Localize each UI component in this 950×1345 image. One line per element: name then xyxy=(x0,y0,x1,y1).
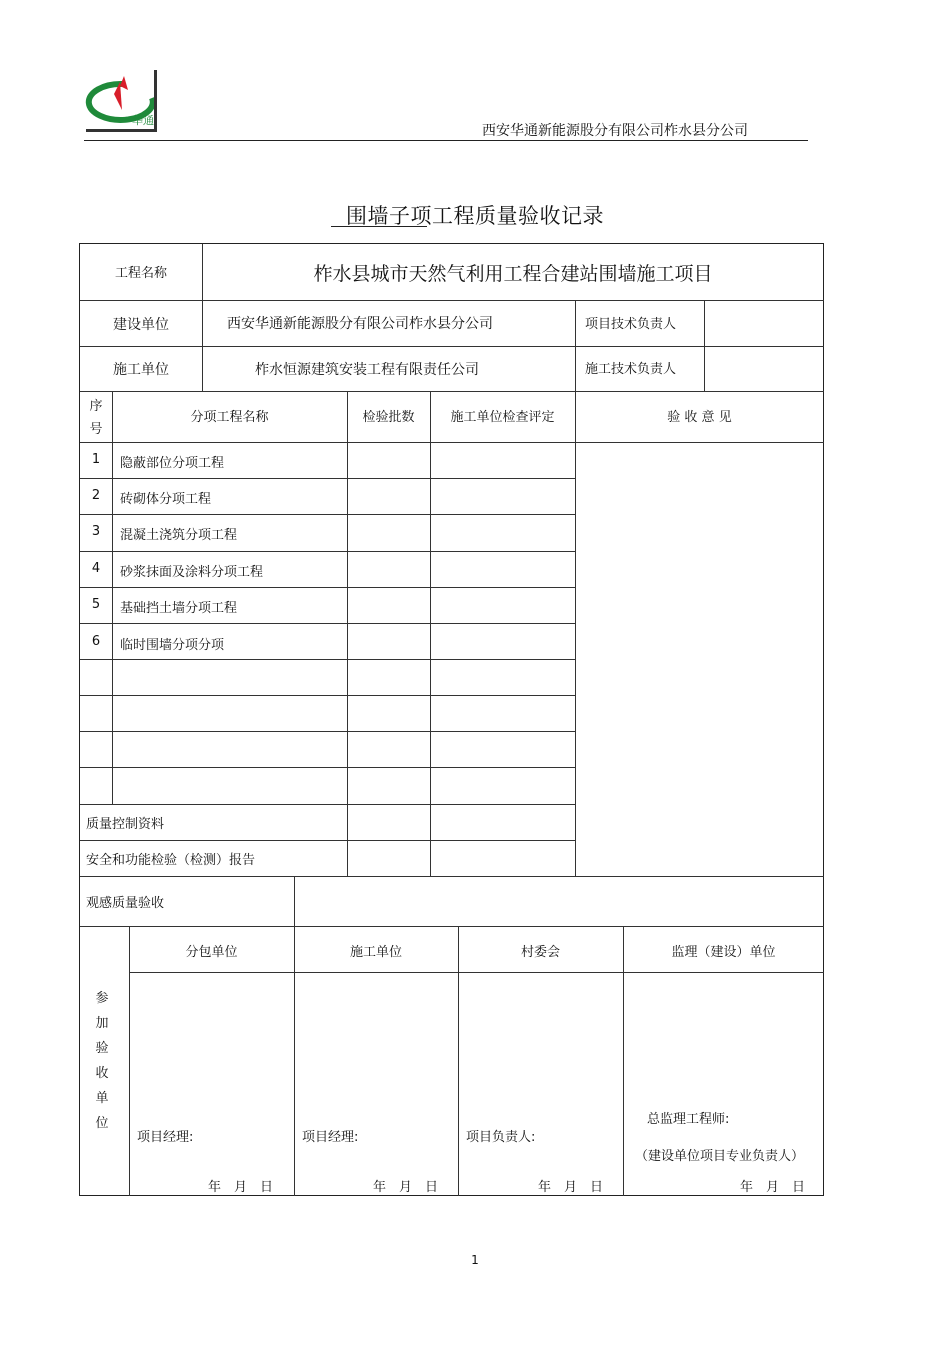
grid-line xyxy=(80,300,824,301)
grid-line xyxy=(129,972,824,973)
grid-line xyxy=(129,926,130,1196)
grid-line xyxy=(80,926,824,927)
row-number: 1 xyxy=(91,452,101,467)
village-signer: 项目负责人: xyxy=(466,1130,536,1145)
contractor-tech-label: 施工技术负责人 xyxy=(585,362,677,377)
grid-line xyxy=(80,804,575,805)
row-number: 3 xyxy=(91,524,101,539)
grid-line xyxy=(80,391,824,392)
grid-line xyxy=(458,926,459,1196)
contractor-label: 施工单位 xyxy=(113,362,169,378)
grid-line xyxy=(112,391,113,804)
grid-line xyxy=(80,478,575,479)
title-underline xyxy=(331,226,427,227)
grid-line xyxy=(80,695,575,696)
village-committee-header: 村委会 xyxy=(520,945,560,960)
appearance-label: 观感质量验收 xyxy=(86,896,165,911)
row-item-name: 基础挡土墙分项工程 xyxy=(120,601,238,616)
grid-line xyxy=(575,391,576,876)
subcontractor-signer: 项目经理: xyxy=(137,1130,194,1145)
document-title: 围墙子项工程质量验收记录 xyxy=(346,204,604,228)
row-item-name: 混凝土浇筑分项工程 xyxy=(120,528,238,543)
company-logo xyxy=(84,68,160,134)
grid-line xyxy=(575,300,576,391)
quality-data-label: 质量控制资料 xyxy=(86,817,165,832)
seq-header-line1: 序 xyxy=(89,399,103,414)
item-name-header: 分项工程名称 xyxy=(190,410,269,425)
row-item-name: 砂浆抹面及涂料分项工程 xyxy=(120,565,264,580)
builder-value: 西安华通新能源股分有限公司柞水县分公司 xyxy=(227,316,493,332)
participants-label-char: 加 xyxy=(95,1016,109,1031)
grid-line xyxy=(80,659,575,660)
header-divider xyxy=(84,140,808,141)
row-item-name: 砖砌体分项工程 xyxy=(120,492,212,507)
contractor-value: 柞水恒源建筑安装工程有限责任公司 xyxy=(255,362,479,378)
participants-label-char: 参 xyxy=(95,991,109,1006)
village-date: 年 月 日 xyxy=(538,1180,604,1195)
batches-header: 检验批数 xyxy=(362,410,415,425)
participants-label-char: 单 xyxy=(95,1091,109,1106)
participants-label-char: 验 xyxy=(95,1041,109,1056)
supervisor-note: （建设单位项目专业负责人） xyxy=(635,1149,805,1164)
safety-report-label: 安全和功能检验（检测）报告 xyxy=(86,853,256,868)
subcontractor-header: 分包单位 xyxy=(185,945,238,960)
page-number: 1 xyxy=(471,1253,479,1267)
participants-label-char: 收 xyxy=(95,1066,109,1081)
row-item-name: 临时围墙分项分项 xyxy=(120,638,225,653)
grid-line xyxy=(430,391,431,876)
supervisor-header: 监理（建设）单位 xyxy=(671,945,776,960)
chief-supervisor-signer: 总监理工程师: xyxy=(647,1112,730,1127)
row-number: 6 xyxy=(91,634,101,649)
grid-line xyxy=(80,767,575,768)
contractor-signer: 项目经理: xyxy=(302,1130,359,1145)
header-company-name: 西安华通新能源股分有限公司柞水县分公司 xyxy=(482,123,748,139)
builder-tech-label: 项目技术负责人 xyxy=(585,317,677,332)
contractor-date: 年 月 日 xyxy=(373,1180,439,1195)
grid-line xyxy=(80,587,575,588)
row-number: 2 xyxy=(91,488,101,503)
participants-label-char: 位 xyxy=(95,1116,109,1131)
grid-line xyxy=(704,300,705,391)
acceptance-form xyxy=(79,243,824,1196)
seq-header-line2: 号 xyxy=(89,422,103,437)
builder-label: 建设单位 xyxy=(113,317,169,333)
supervisor-date: 年 月 日 xyxy=(740,1180,806,1195)
svg-text:华通: 华通 xyxy=(132,114,154,127)
eval-header: 施工单位检查评定 xyxy=(450,410,555,425)
grid-line xyxy=(80,840,575,841)
row-number: 4 xyxy=(91,561,101,576)
grid-line xyxy=(80,346,824,347)
contractor-unit-header: 施工单位 xyxy=(349,945,402,960)
grid-line xyxy=(80,514,575,515)
grid-line xyxy=(623,926,624,1196)
row-item-name: 隐蔽部位分项工程 xyxy=(120,456,225,471)
project-name-value: 柞水县城市天然气利用工程合建站围墙施工项目 xyxy=(313,263,713,285)
grid-line xyxy=(80,551,575,552)
grid-line xyxy=(80,731,575,732)
project-name-label: 工程名称 xyxy=(114,266,167,281)
grid-line xyxy=(80,876,824,877)
opinion-header: 验 收 意 见 xyxy=(667,410,732,425)
grid-line xyxy=(80,442,824,443)
grid-line xyxy=(347,391,348,876)
subcontractor-date: 年 月 日 xyxy=(208,1180,274,1195)
row-number: 5 xyxy=(91,597,101,612)
grid-line xyxy=(80,623,575,624)
grid-line xyxy=(294,876,295,1196)
